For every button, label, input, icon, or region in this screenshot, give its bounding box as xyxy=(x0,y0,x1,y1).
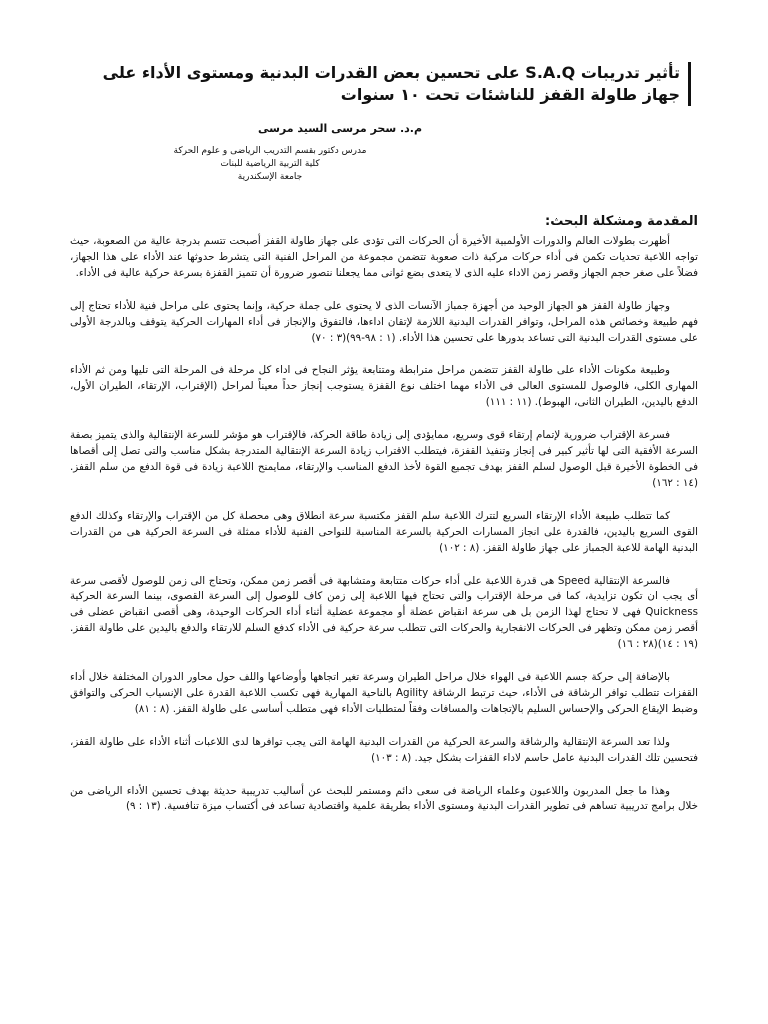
affiliation-university: جامعة الإسكندرية xyxy=(237,172,303,182)
paragraph: فسرعة الإقتراب ضرورية لإتمام إرتقاء قوى وسريع، ممايؤدى إلى زيادة طاقة الحركة، فالإقتراب هو مؤشر للسرعة الإنتقالية والذى يتميز بصفة السرعة الأفقية التى لها تأثير كبير فى إنجاز وتنفيذ القفزة، فيتطلب الاقتراب زيادة السرعة الإنتقالية المتدرجة بشكل مناسب والتى تصل إلى أقصاها فى الخطوة الأخيرة قبل الوصول لسلم القفز بهدف تجميع القوة لأخذ الدفع المناسب والإرتقاء، ممايمنح اللاعبة زيادة فى قوة الدفع من سلم القفز. (١٤ : ١٦٢) xyxy=(70,429,698,489)
paragraph: أظهرت بطولات العالم والدورات الأولمبية الأخيرة أن الحركات التى تؤدى على جهاز طاولة القفز أصبحت تتسم بدرجة عالية من الصعوبة، حيث تواجه اللاعبة تحديات تكمن فى أداء حركات مركبة ذات صعوبة تتضمن مجموعة من المراحل الفنية التى يتشرط حدوثها عند الأداء على هذا الجهاز، فضلاً على صغر حجم الجهاز وقصر زمن الاداء عليه الذى لا يتعدى بضع ثوانى مما يجعلنا نتصور ضرورة أن تتميز القفزة بسرعة حركية عالية فى الأداء. xyxy=(70,235,698,279)
paragraph: وهذا ما جعل المدربون واللاعبون وعلماء الرياضة فى سعى دائم ومستمر للبحث عن أساليب تدريبية حديثة بهدف تحسين الأداء الرياضى من خلال برامج تدريبية تساهم فى تطوير القدرات البدنية ومستوى الأداء بطريقة علمية واقتصادية تساعد فى أكتساب ميزة تنافسية. (١٣ : ٩) xyxy=(70,784,698,813)
paragraph: وطبيعة مكونات الأداء على طاولة القفز تتضمن مراحل مترابطة ومتتابعة يؤثر النجاح فى اداء كل مرحلة فى المرحلة التى تليها ومن ثم الأداء المهارى الكلى، فالوصول للمستوى العالى فى الأداء مهما اختلف نوع القفزة يستوجب إنجاز حداً معيناً لمراحل (الإقتراب، الإرتقاء، الطيران الأول، الدفع باليدين، الطيران الثانى، الهبوط). (١١ : ١١١) xyxy=(70,364,698,409)
paragraph: ولذا تعد السرعة الإنتقالية والرشاقة والسرعة الحركية من القدرات البدنية الهامة التى يجب توافرها لدى اللاعبات أثناء الأداء على طاولة القفز، فتحسين تلك القدرات البدنية عامل حاسم لاداء القفزات بشكل جيد. (٨ : ١٠٣) xyxy=(70,735,698,764)
paragraph: فالسرعة الإنتقالية Speed هى قدرة اللاعبة على أداء حركات متتابعة ومتشابهة فى أقصر زمن ممكن، وتحتاج الى زمن للوصول لأقصى سرعة أى يجب ان تكون تزايدية، كما فى مرحلة الإقتراب والتى تحتاج فيها اللاعبة إلى زمن كاف للوصول إلى السرعة القصوى، بينما السرعة الحركية Quickness فهى لا تحتاج لهذا الزمن بل هى سرعة انقباض عضلة أو مجموعة عضلية أثناء أداء الحركات الوحيدة، وهى أقصى انقباض عضلى فى أقصر زمن ممكن وتظهر فى الحركات الانفجارية والحركات التى تتطلب سرعة حركية فى الأداء كدفع السلم للارتقاء والدفع باليدين على طاولة القفز. (١٩ : ١٤)(٢٨ : ١٦) xyxy=(70,574,698,651)
author-name: م.د. سحر مرسى السيد مرسى xyxy=(257,122,423,135)
paragraph: وجهاز طاولة القفز هو الجهاز الوحيد من أجهزة جمباز الآنسات الذى لا يحتوى على جملة حركية، وإنما يحتوى على مراحل فنية للأداء تحتاج إلى فهم طبيعة وخصائص هذه المراحل، وتوافر القدرات البدنية اللازمة لإتقان اداءها، فالتفوق والإنجاز فى أداء المهارات الحركية يتوقف وبالدرجة الأولى على مستوى القدرات البدنية التى تساعد بدورها على تحسين هذا الأداء. (١ : ٩٨-٩٩)(٣ : ٧٠) xyxy=(70,299,698,344)
author-affiliation xyxy=(120,145,420,184)
paragraph: بالإضافة إلى حركة جسم اللاعبة فى الهواء خلال مراحل الطيران وسرعة تغير اتجاهها وأوضاعها واللف حول محاور الدوران المختلفة خلال أداء القفزات تتطلب توافر الرشاقة فى الأداء، حيث ترتبط الرشاقة Agility بالناحية المهارية فهى تكسب اللاعبة القدرة على الإنسياب الحركى والتوافق وضبط الإيقاع الحركى والإحساس السليم بالإتجاهات والمسافات وفقاً لمتطلبات الأداء فهى متطلب أساسى على طاولة القفز. (٨ : ٨١) xyxy=(70,671,699,715)
section-heading: المقدمة ومشكلة البحث: xyxy=(545,214,698,229)
affiliation-faculty: كلية التربية الرياضية للبنات xyxy=(220,159,320,169)
paragraph: كما تتطلب طبيعة الأداء الإرتقاء السريع لتترك اللاعبة سلم القفز مكتسبة سرعة انطلاق وهى محصلة كل من الإقتراب والإرتقاء وكذلك الدفع القوى السريع باليدين، فالقدرة على انجاز المسارات الحركية بالسرعة المناسبة للنواحى الفنية للأداء ممثلة فى السرعة الحركية هى من القدرات البدنية الهامة للاعبة الجمباز على جهاز طاولة القفز. (٨ : ١٠٢) xyxy=(70,509,698,554)
body-text xyxy=(70,234,698,832)
title-block xyxy=(95,62,691,106)
paper-title: تأثير تدريبات S.A.Q على تحسين بعض القدرات البدنية ومستوى الأداء على جهاز طاولة القفز للناشئات تحت ١٠ سنوات xyxy=(102,63,680,104)
affiliation-department: مدرس دكتور بقسم التدريب الرياضى و علوم الحركة xyxy=(173,146,367,156)
